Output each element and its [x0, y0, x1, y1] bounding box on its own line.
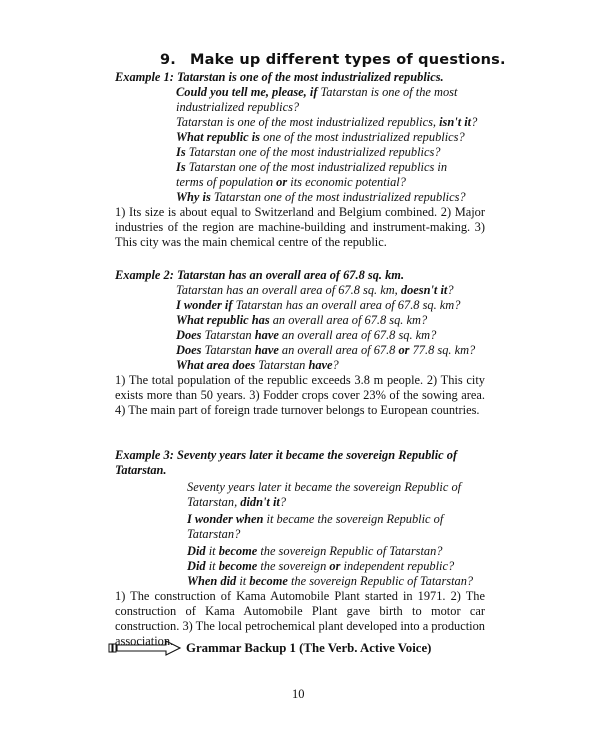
- example-1-question-2: Tatarstan is one of the most industrialized republics, isn't it?: [176, 115, 478, 129]
- example-2-label: Example 2:: [115, 268, 174, 282]
- example-3-header: [115, 448, 457, 463]
- example-1-question-3: What republic is one of the most industrialized republics?: [176, 130, 465, 144]
- example-1-question-6: Why is Tatarstan one of the most industrialized republics?: [176, 190, 466, 204]
- example-1-tasks: 1) Its size is about equal to Switzerland and Belgium combined. 2) Major industries of the region are machine-building and instrument-making. 3) This city was the main chemical centre of the republic.: [115, 205, 485, 249]
- example-1-question-1: Could you tell me, please, if Tatarstan is one of the most: [176, 85, 458, 99]
- example-3-tasks: 1) The construction of Kama Automobile Plant started in 1971. 2) The construction of Kama Automobile Plant gave birth to motor car construction. 3) The local petrochemical plant developed into a production association.: [115, 589, 485, 648]
- example-1-header: [115, 70, 444, 85]
- example-1-label: Example 1:: [115, 70, 174, 84]
- example-1-question-4: Is Tatarstan one of the most industrialized republics?: [176, 145, 441, 159]
- example-1-question-5: Is Tatarstan one of the most industrialized republics in: [176, 160, 448, 174]
- example-3-question-3: Did it become the sovereign Republic of Tatarstan?: [187, 544, 443, 558]
- exercise-title: Make up different types of questions.: [190, 52, 506, 68]
- example-2-header: [115, 268, 404, 283]
- example-3-question-1-cont: Tatarstan, didn't it?: [187, 495, 287, 509]
- example-3-label: Example 3:: [115, 448, 174, 462]
- example-2-question-4: Does Tatarstan have an overall area of 67.8 sq. km?: [176, 328, 437, 342]
- example-3-question-5: When did it become the sovereign Republic of Tatarstan?: [187, 574, 474, 588]
- exercise-heading: [160, 52, 506, 68]
- example-1-question-5-cont: terms of population or its economic potential?: [176, 175, 406, 189]
- example-2-statement: Tatarstan has an overall area of 67.8 sq. km.: [176, 268, 405, 282]
- example-2-question-2: I wonder if Tatarstan has an overall area of 67.8 sq. km?: [176, 298, 461, 312]
- example-2-tasks: 1) The total population of the republic exceeds 3.8 m people. 2) This city exists more than 50 years. 3) Fodder crops cover 23% of the sowing area. 4) The main part of foreign trade turnover belongs to European countries.: [115, 373, 485, 417]
- example-3-question-2-cont: Tatarstan?: [187, 527, 241, 541]
- grammar-backup-text[interactable]: Grammar Backup 1 (The Verb. Active Voice): [186, 641, 432, 655]
- example-3-statement-cont: Tatarstan.: [115, 463, 167, 477]
- grammar-backup-link[interactable]: [108, 639, 508, 657]
- page-number: 10: [292, 687, 305, 701]
- exercise-number: 9.: [160, 52, 176, 68]
- example-3-question-1: Seventy years later it became the sovereign Republic of: [187, 480, 462, 494]
- example-3-question-2: I wonder when it became the sovereign Republic of: [187, 512, 444, 526]
- right-arrow-icon: [108, 640, 182, 656]
- example-3-statement: Seventy years later it became the sovereign Republic of: [176, 448, 458, 462]
- example-1-question-1-cont: industrialized republics?: [176, 100, 300, 114]
- example-2-question-1: Tatarstan has an overall area of 67.8 sq. km, doesn't it?: [176, 283, 454, 297]
- example-2-question-6: What area does Tatarstan have?: [176, 358, 339, 372]
- example-1-statement: Tatarstan is one of the most industrialized republics.: [176, 70, 444, 84]
- example-2-question-5: Does Tatarstan have an overall area of 67.8 or 77.8 sq. km?: [176, 343, 476, 357]
- example-3-question-4: Did it become the sovereign or independent republic?: [187, 559, 455, 573]
- example-2-question-3: What republic has an overall area of 67.8 sq. km?: [176, 313, 428, 327]
